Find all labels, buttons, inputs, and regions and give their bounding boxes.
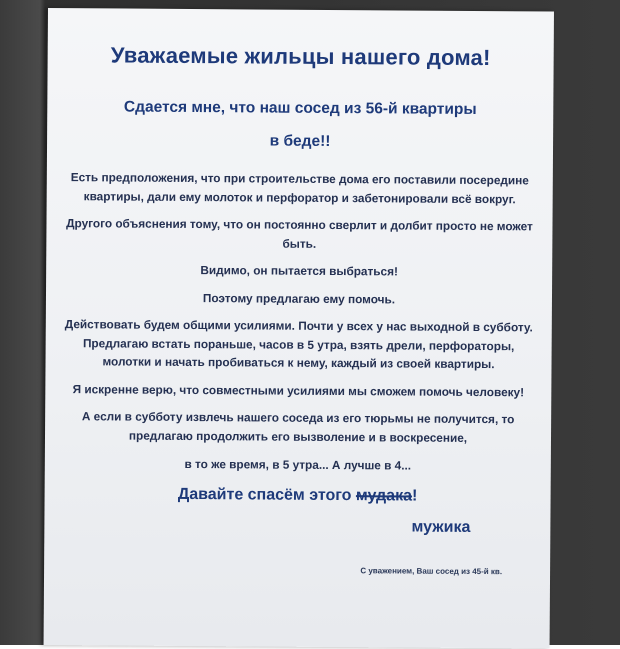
correction-word: мужика xyxy=(411,518,471,536)
paragraph-5: Действовать будем общими усилиями. Почти у всех у нас выходной в субботу. Предлагаю встать пораньше, часов в 5 утра, взять дрели, перфораторы, молотки и начать пробиваться к нему, каждый из своей квартиры. xyxy=(64,317,533,372)
paragraph-8: в то же время, в 5 утра... А лучше в 4... xyxy=(184,456,412,473)
paragraph-1: Есть предположения, что при строительстве дома его поставили посередине квартиры, дали ему молоток и перфоратор и забетонировали всё вокруг. xyxy=(70,170,529,206)
paragraph-3: Видимо, он пытается выбраться! xyxy=(200,263,398,279)
paper-notice xyxy=(44,8,554,649)
struck-word: мудака xyxy=(355,486,413,505)
paragraph-4: Поэтому предлагаю ему помочь. xyxy=(202,290,396,306)
signature: С уважением, Ваш сосед из 45-й кв. xyxy=(360,565,503,576)
call-to-action xyxy=(59,482,537,509)
call-prefix: Давайте спасём этого xyxy=(177,485,356,504)
paragraph-6: Я искренне верю, что совместными усилиями мы сможем помочь человеку! xyxy=(72,381,525,399)
call-suffix: ! xyxy=(411,487,418,505)
paragraph-7: А если в субботу извлечь нашего соседа из его тюрьмы не получится, то предлагаю продолжить его вызволение и в воскресение, xyxy=(81,409,515,445)
subtitle-line-1: Сдается мне, что наш сосед из 56-й квартиры xyxy=(123,98,477,118)
subtitle-line-2: в беде!! xyxy=(269,132,331,150)
notice-subtitle xyxy=(61,90,539,159)
notice-title: Уважаемые жильцы нашего дома! xyxy=(110,42,491,71)
notice-content xyxy=(58,42,540,576)
paragraph-2: Другого объяснения тому, что он постоянно сверлит и долбит просто не может быть. xyxy=(66,216,533,251)
